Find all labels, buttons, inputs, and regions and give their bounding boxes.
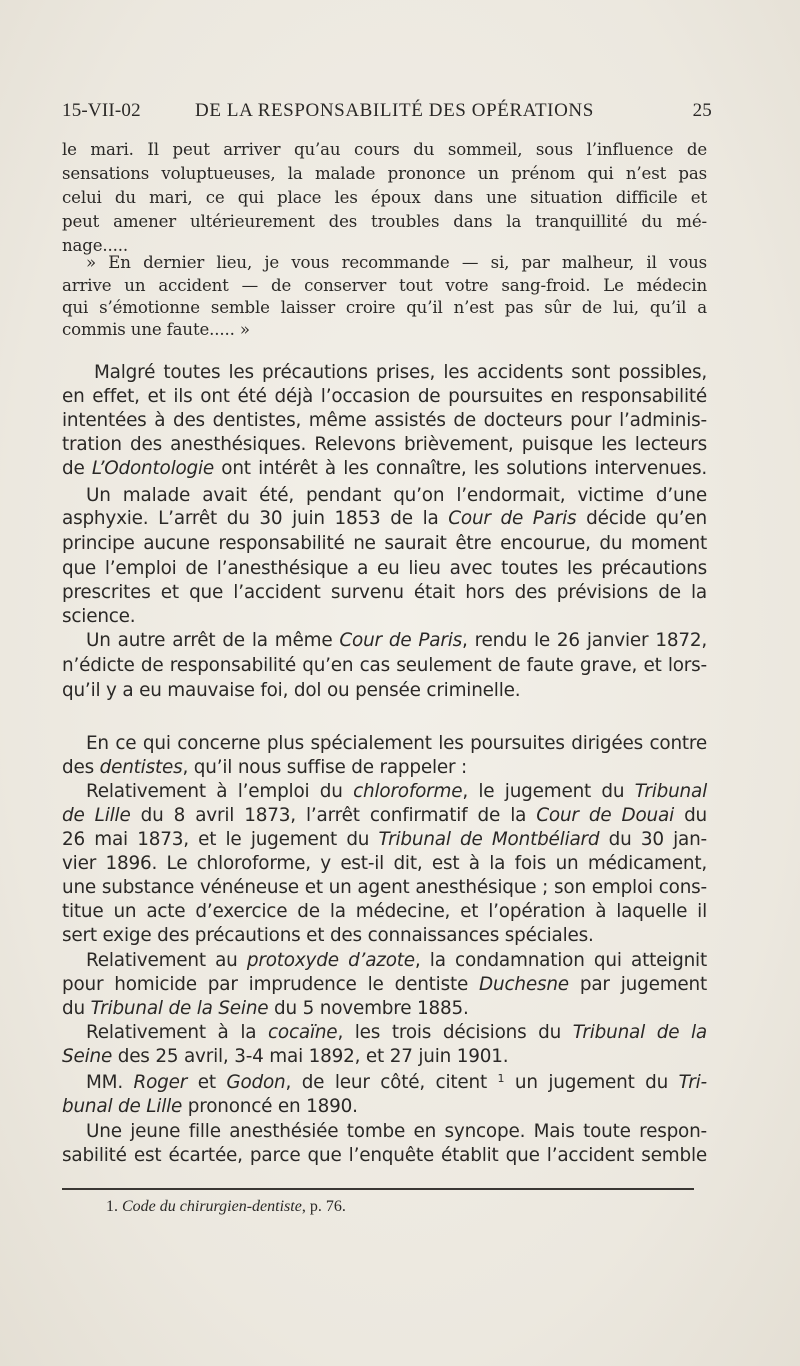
text-line: Seine des 25 avril, 3-4 mai 1892, et 27 juin 1901.: [62, 1046, 509, 1067]
text-line: du Tribunal de la Seine du 5 novembre 1885.: [62, 998, 469, 1019]
text-line: asphyxie. L’arrêt du 30 juin 1853 de la Cour de Paris décide qu’en: [62, 508, 707, 529]
footnote-rest: , p. 76.: [301, 1198, 346, 1215]
text-line: peut amener ultérieurement des troubles dans la tranquillité du mé-: [62, 212, 707, 231]
running-head: [62, 100, 712, 130]
text-line: sensations voluptueuses, la malade prononce un prénom qui n’est pas: [62, 164, 707, 183]
text-line: en effet, et ils ont été déjà l’occasion de poursuites en responsabilité: [62, 386, 707, 407]
text-line: celui du mari, ce qui place les époux dans une situation difficile et: [62, 188, 707, 207]
footnote: [106, 1198, 346, 1216]
text-line: science.: [62, 606, 136, 627]
text-line: 26 mai 1873, et le jugement du Tribunal de Montbéliard du 30 jan-: [62, 829, 707, 850]
text-line: n’édicte de responsabilité qu’en cas seulement de faute grave, et lors-: [62, 655, 707, 676]
footnote-rule: [62, 1188, 694, 1190]
running-head-title: DE LA RESPONSABILITÉ DES OPÉRATIONS: [195, 100, 594, 121]
text-line: des dentistes, qu’il nous suffise de rappeler :: [62, 757, 467, 778]
footnote-title: Code du chirurgien-dentiste: [122, 1198, 302, 1215]
text-line: qui s’émotionne semble laisser croire qu’il n’est pas sûr de lui, qu’il a: [62, 298, 707, 317]
text-line: intentées à des dentistes, même assistés de docteurs pour l’adminis-: [62, 410, 707, 431]
text-line: Relativement à la cocaïne, les trois décisions du Tribunal de la: [86, 1022, 707, 1043]
text-line: MM. Roger et Godon, de leur côté, citent $^1$ un jugement du Tri-: [86, 1072, 707, 1093]
text-line: » En dernier lieu, je vous recommande — si, par malheur, il vous: [86, 253, 707, 272]
text-line: le mari. Il peut arriver qu’au cours du sommeil, sous l’influence de: [62, 140, 707, 159]
text-line: arrive un accident — de conserver tout votre sang-froid. Le médecin: [62, 276, 707, 295]
text-line: de L’Odontologie ont intérêt à les connaître, les solutions intervenues.: [62, 458, 708, 479]
text-line: commis une faute..... »: [62, 320, 250, 339]
text-line: sert exige des précautions et des connaissances spéciales.: [62, 925, 594, 946]
text-line: une substance vénéneuse et un agent anesthésique ; son emploi cons-: [62, 877, 707, 898]
text-line: sabilité est écartée, parce que l’enquête établit que l’accident semble: [62, 1145, 707, 1166]
text-line: Relativement au protoxyde d’azote, la condamnation qui atteignit: [86, 950, 707, 971]
text-line: nage.....: [62, 236, 129, 255]
text-line: tration des anesthésiques. Relevons brièvement, puisque les lecteurs: [62, 434, 707, 455]
text-line: pour homicide par imprudence le dentiste Duchesne par jugement: [62, 974, 707, 995]
text-line: de Lille du 8 avril 1873, l’arrêt confirmatif de la Cour de Douai du: [62, 805, 707, 826]
text-line: prescrites et que l’accident survenu était hors des prévisions de la: [62, 582, 707, 603]
text-line: vier 1896. Le chloroforme, y est-il dit, est à la fois un médicament,: [62, 853, 707, 874]
text-line: Un malade avait été, pendant qu’on l’endormait, victime d’une: [86, 485, 707, 506]
footnote-ref: 1: [497, 1072, 505, 1085]
text-line: En ce qui concerne plus spécialement les poursuites dirigées contre: [86, 733, 707, 754]
page-number: 25: [692, 100, 712, 121]
text-line: qu’il y a eu mauvaise foi, dol ou pensée criminelle.: [62, 680, 521, 701]
text-line: Une jeune fille anesthésiée tombe en syncope. Mais toute respon-: [86, 1121, 707, 1142]
running-head-date: 15-VII-02: [62, 100, 141, 121]
text-line: bunal de Lille prononcé en 1890.: [62, 1096, 358, 1117]
text-line: Malgré toutes les précautions prises, les accidents sont possibles,: [94, 362, 707, 383]
text-line: titue un acte d’exercice de la médecine, et l’opération à laquelle il: [62, 901, 707, 922]
text-line: Relativement à l’emploi du chloroforme, le jugement du Tribunal: [86, 781, 707, 802]
footnote-number: 1.: [106, 1198, 118, 1215]
text-line: Un autre arrêt de la même Cour de Paris, rendu le 26 janvier 1872,: [86, 630, 707, 651]
text-line: principe aucune responsabilité ne saurait être encourue, du moment: [62, 533, 707, 554]
text-line: que l’emploi de l’anesthésique a eu lieu avec toutes les précautions: [62, 558, 707, 579]
